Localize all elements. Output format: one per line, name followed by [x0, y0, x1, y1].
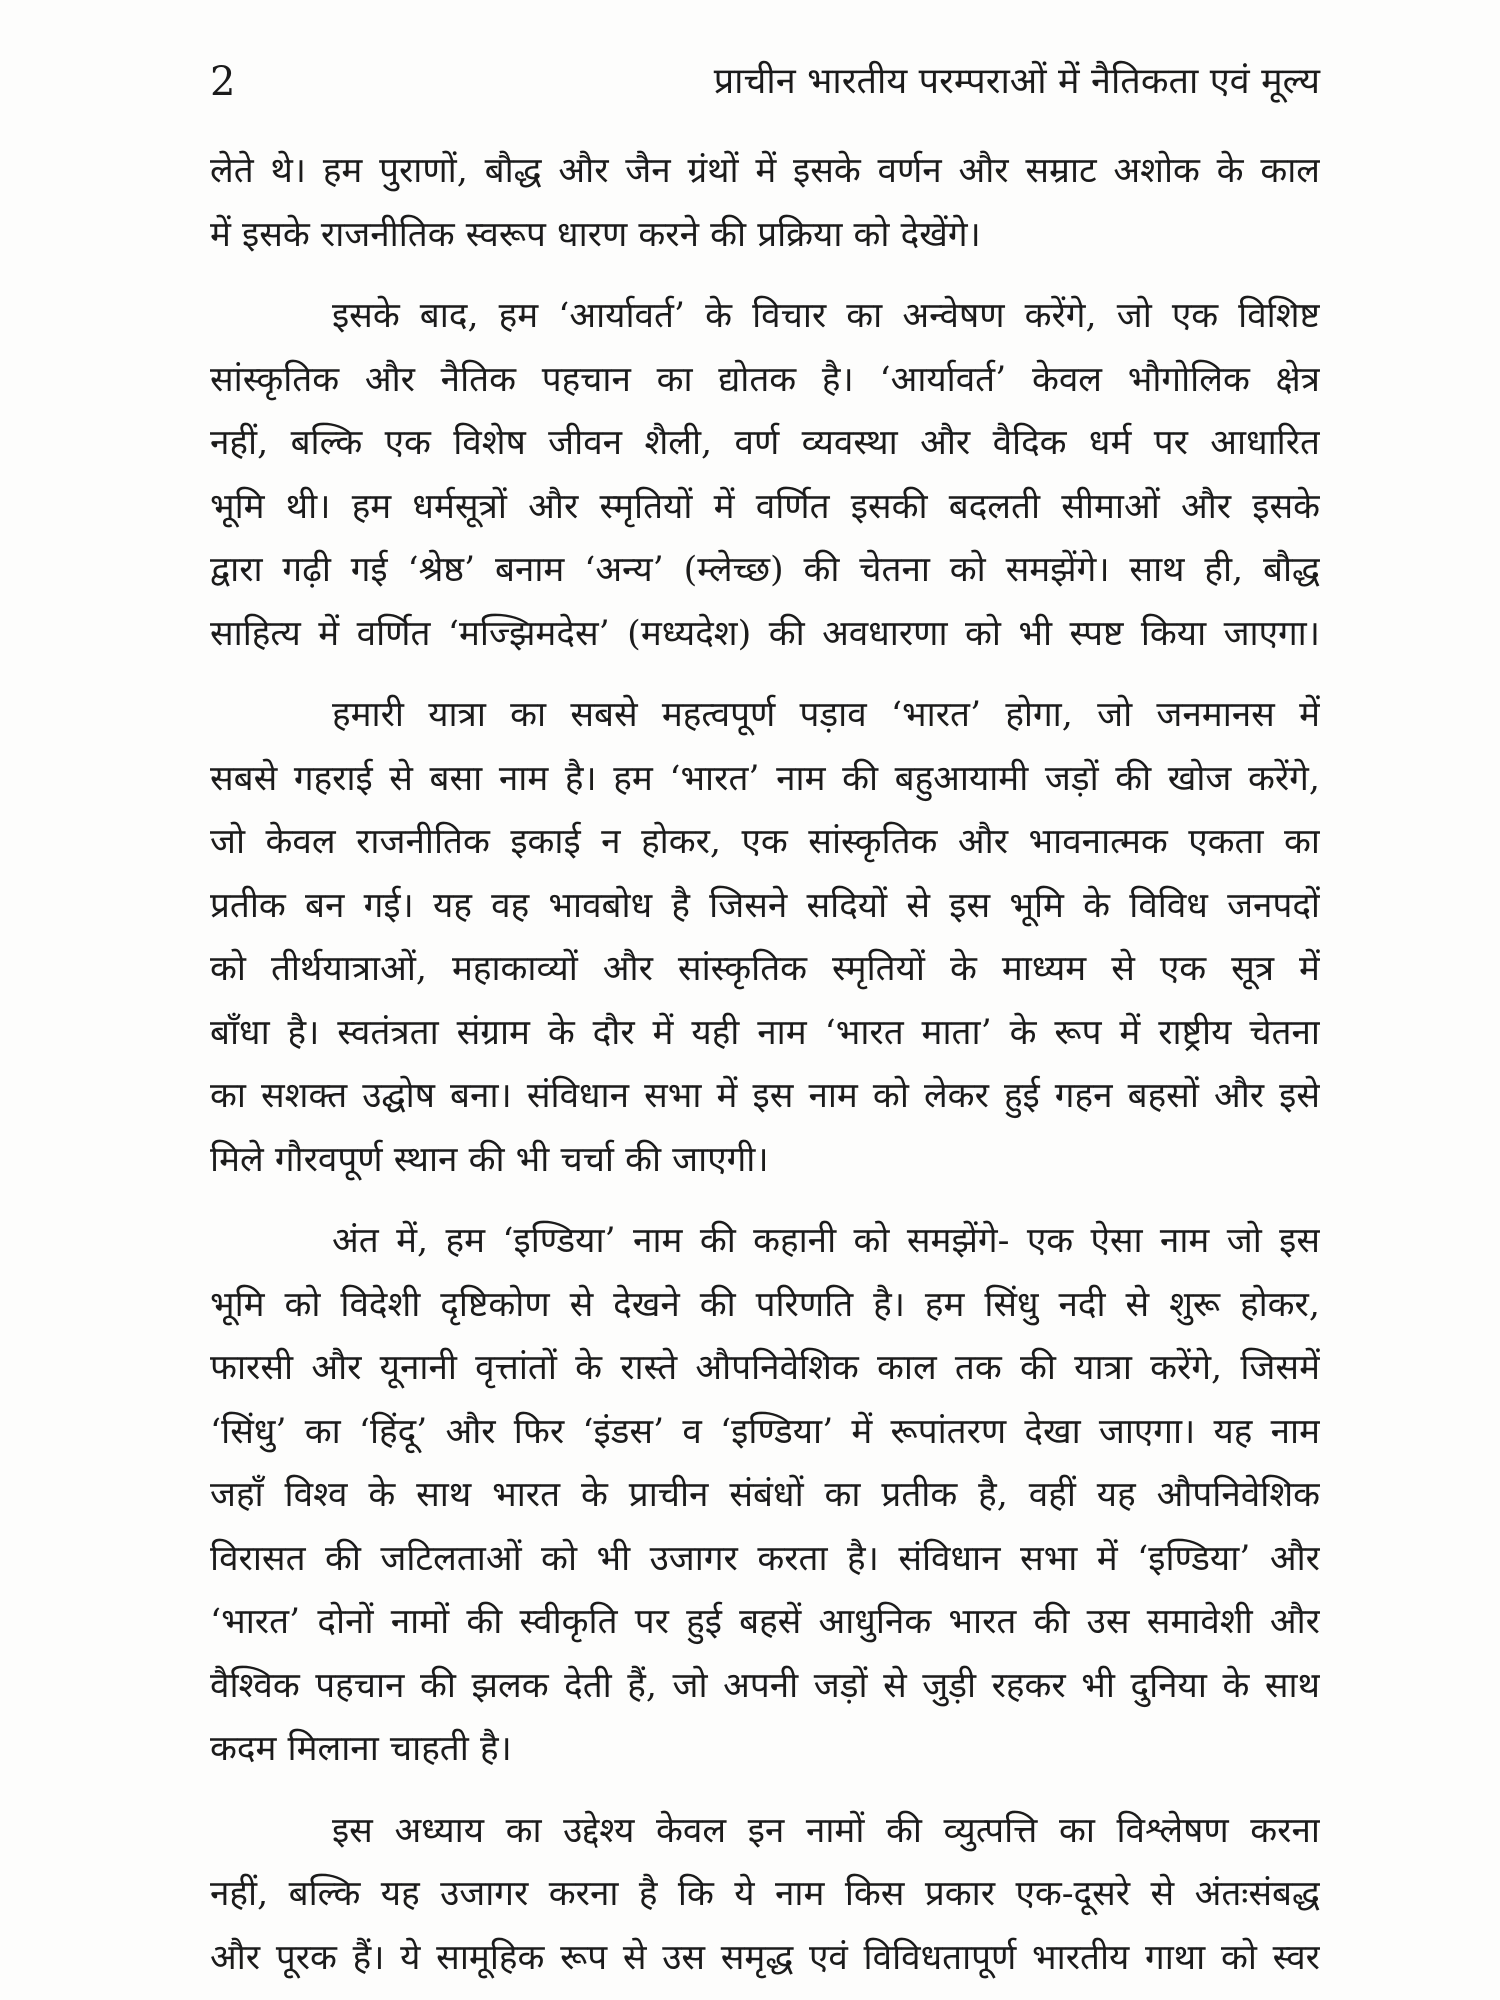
text-line: सबसे गहराई से बसा नाम है। हम ‘भारत’ नाम की बहुआयामी जड़ों की खोज करेंगे,	[210, 758, 1320, 799]
text-line: भूमि थी। हम धर्मसूत्रों और स्मृतियों में वर्णित इसकी बदलती सीमाओं और इसके	[210, 486, 1320, 527]
text-line: नहीं, बल्कि एक विशेष जीवन शैली, वर्ण व्यवस्था और वैदिक धर्म पर आधारित	[210, 423, 1320, 463]
text-line: हमारी यात्रा का सबसे महत्वपूर्ण पड़ाव ‘भारत’ होगा, जो जनमानस में	[332, 695, 1320, 735]
paragraph-4	[210, 1210, 1320, 1782]
text-line: प्रतीक बन गई। यह वह भावबोध है जिसने सदियों से इस भूमि के विविध जनपदों	[210, 885, 1320, 926]
text-line: अंत में, हम ‘इण्डिया’ नाम की कहानी को समझेंगे- एक ऐसा नाम जो इस	[332, 1221, 1320, 1261]
text-line: इसके बाद, हम ‘आर्यावर्त’ के विचार का अन्वेषण करेंगे, जो एक विशिष्ट	[332, 296, 1320, 336]
text-line: और पूरक हैं। ये सामूहिक रूप से उस समृद्ध एवं विविधतापूर्ण भारतीय गाथा को स्वर	[210, 1937, 1320, 1978]
text-line: को तीर्थयात्राओं, महाकाव्यों और सांस्कृतिक स्मृतियों के माध्यम से एक सूत्र में	[210, 949, 1320, 989]
text-line: फारसी और यूनानी वृत्तांतों के रास्ते औपनिवेशिक काल तक की यात्रा करेंगे, जिसमें	[210, 1348, 1320, 1388]
text-line: वैश्विक पहचान की झलक देती हैं, जो अपनी जड़ों से जुड़ी रहकर भी दुनिया के साथ	[210, 1665, 1320, 1706]
text-line: द्वारा गढ़ी गई ‘श्रेष्ठ’ बनाम ‘अन्य’ (म्लेच्छ) की चेतना को समझेंगे। साथ ही, बौद्ध	[210, 550, 1320, 590]
running-title: प्राचीन भारतीय परम्पराओं में नैतिकता एवं मूल्य	[713, 61, 1320, 102]
paragraph-3	[210, 684, 1320, 1192]
text-line: साहित्य में वर्णित ‘मज्झिमदेस’ (मध्यदेश) की अवधारणा को भी स्पष्ट किया जाएगा।	[210, 613, 1320, 654]
text-line: ‘सिंधु’ का ‘हिंदू’ और फिर ‘इंडस’ व ‘इण्डिया’ में रूपांतरण देखा जाएगा। यह नाम	[210, 1411, 1320, 1452]
text-line: जो केवल राजनीतिक इकाई न होकर, एक सांस्कृतिक और भावनात्मक एकता का	[210, 822, 1320, 862]
text-line: सांस्कृतिक और नैतिक पहचान का द्योतक है। ‘आर्यावर्त’ केवल भौगोलिक क्षेत्र	[210, 359, 1320, 400]
text-line: ‘भारत’ दोनों नामों की स्वीकृति पर हुई बहसें आधुनिक भारत की उस समावेशी और	[210, 1602, 1320, 1642]
page-number: 2	[210, 59, 236, 105]
text-line: कदम मिलाना चाहती है।	[210, 1729, 512, 1769]
paragraph-1	[210, 140, 1320, 267]
text-line: में इसके राजनीतिक स्वरूप धारण करने की प्रक्रिया को देखेंगे।	[210, 214, 981, 255]
text-line: का सशक्त उद्घोष बना। संविधान सभा में इस नाम को लेकर हुई गहन बहसों और इसे	[210, 1076, 1320, 1116]
text-line: मिले गौरवपूर्ण स्थान की भी चर्चा की जाएगी।	[210, 1139, 769, 1180]
paragraph-5	[210, 1800, 1320, 1991]
text-line: लेते थे। हम पुराणों, बौद्ध और जैन ग्रंथों में इसके वर्णन और सम्राट अशोक के काल	[210, 151, 1320, 191]
page-header	[210, 52, 1320, 112]
text-line: भूमि को विदेशी दृष्टिकोण से देखने की परिणति है। हम सिंधु नदी से शुरू होकर,	[210, 1284, 1320, 1325]
paragraph-2	[210, 285, 1320, 666]
text-line: इस अध्याय का उद्देश्य केवल इन नामों की व्युत्पत्ति का विश्लेषण करना	[332, 1810, 1320, 1851]
text-line: बाँधा है। स्वतंत्रता संग्राम के दौर में यही नाम ‘भारत माता’ के रूप में राष्ट्रीय चेतना	[210, 1012, 1320, 1053]
page-body	[210, 140, 1320, 1990]
text-line: नहीं, बल्कि यह उजागर करना है कि ये नाम किस प्रकार एक-दूसरे से अंतःसंबद्ध	[210, 1874, 1320, 1914]
text-line: विरासत की जटिलताओं को भी उजागर करता है। संविधान सभा में ‘इण्डिया’ और	[210, 1538, 1320, 1579]
text-line: जहाँ विश्व के साथ भारत के प्राचीन संबंधों का प्रतीक है, वहीं यह औपनिवेशिक	[210, 1475, 1320, 1515]
